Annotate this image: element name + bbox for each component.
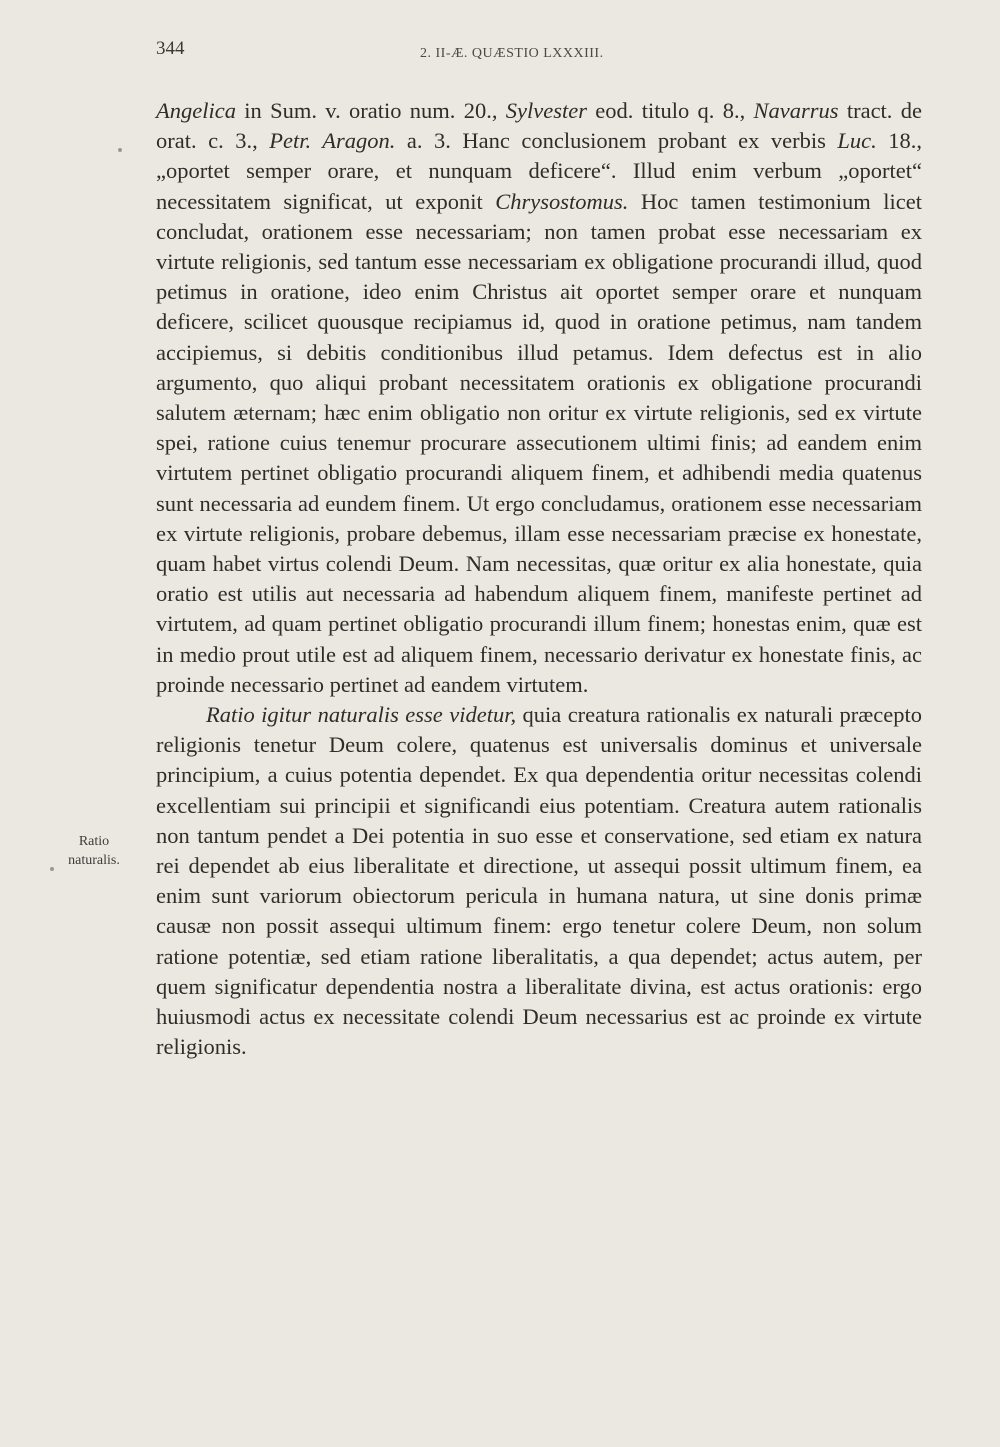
margin-dot (118, 148, 122, 152)
text-run: in Sum. v. oratio num. 20., (235, 98, 506, 123)
running-head: 2. II-Æ. QUÆSTIO LXXXIII. (420, 46, 604, 61)
paragraph (156, 700, 922, 1062)
text-run: eod. titulo q. 8., (587, 98, 754, 123)
margin-note-line: Ratio (78, 834, 110, 849)
author-name: Angelica (156, 98, 236, 123)
text-run: 18., „oportet semper orare, et nunquam deficere“. Illud enim verbum „oportet“ necessitatem significat, ut exponit (156, 128, 923, 214)
paragraph-lead: Ratio igitur naturalis esse videtur, (206, 702, 517, 728)
citation: Luc. (837, 128, 877, 154)
text-run: Hoc tamen testimonium licet concludat, orationem esse necessariam; non tamen probat esse necessariam ex virtute religionis, sed tantum esse necessariam ex obligatione procurandi illud, quod petimus in oratione, ideo enim Christus ait oportet semper orare et nunquam deficere, scilicet quousque recipiamus id, quod in oratione petimus, nam tandem accipiemus, si debitis conditionibus illud petamus. Idem defectus est in alio argumento, quo aliqui probant necessitatem orationis ex obligatione procurandi salutem æternam; hæc enim obligatio non oritur ex virtute religionis, sed ex virtute spei, ratione cuius tenemur procurare assecutionem ultimi finis; ad eandem enim virtutem pertinet obligatio procurandi aliquem finem, et adhibendi media quatenus sunt necessaria ad eundem finem. Ut ergo concludamus, orationem esse necessariam ex virtute religionis, probare debemus, illam esse necessariam præcise ex honestate, quam habet virtus colendi Deum. Nam necessitas, quæ oritur ex alia honestate, quia oratio est utilis aut necessaria ad habendum aliquem finem, manifeste pertinet ad virtutem, ad quam pertinet obligatio procurandi illum finem; honestas enim, quæ est in medio prout utile est ad aliquem finem, necessario derivatur ex honestate finis, ac proinde necessario pertinet ad eandem virtutem. (156, 188, 922, 697)
paragraph (156, 96, 922, 700)
page-number: 344 (156, 38, 185, 59)
author-name: Petr. Aragon. (269, 128, 396, 154)
text-run: a. 3. Hanc conclusionem probant ex verbis (395, 128, 838, 154)
text-run: tract. de orat. c. 3., (156, 98, 922, 154)
margin-note (54, 832, 134, 870)
text-run: quia creatura rationalis ex naturali præcepto religionis tenetur Deum colere, quatenus est universalis dominus et universale principium, a cuius potentia dependet. Ex qua dependentia oritur necessitas colendi excellentiam sui principii et significandi eius potentiam. Creatura autem rationalis non tantum pendet a Dei potentia in suo esse et conservatione, sed etiam ex natura rei dependet ab eius liberalitate et directione, ut assequi possit ultimum finem, ea enim sunt variorum obiectorum pericula in humana natura, ut sine donis primæ causæ non possit assequi ultimum finem: ergo tenetur colere Deum, non solum ratione potentiæ, sed etiam ratione liberalitatis, a qua dependet; actus autem, per quem significatur dependentia nostra a liberalitate divina, est actus orationis: ergo huiusmodi actus ex necessitate colendi Deum necessarius est ac proinde ex virtute religionis. (156, 702, 922, 1060)
author-name: Sylvester (505, 98, 587, 123)
author-name: Chrysostomus. (495, 188, 629, 214)
author-name: Navarrus (753, 98, 839, 123)
body-text (156, 96, 922, 1063)
margin-note-line: naturalis. (68, 853, 120, 868)
